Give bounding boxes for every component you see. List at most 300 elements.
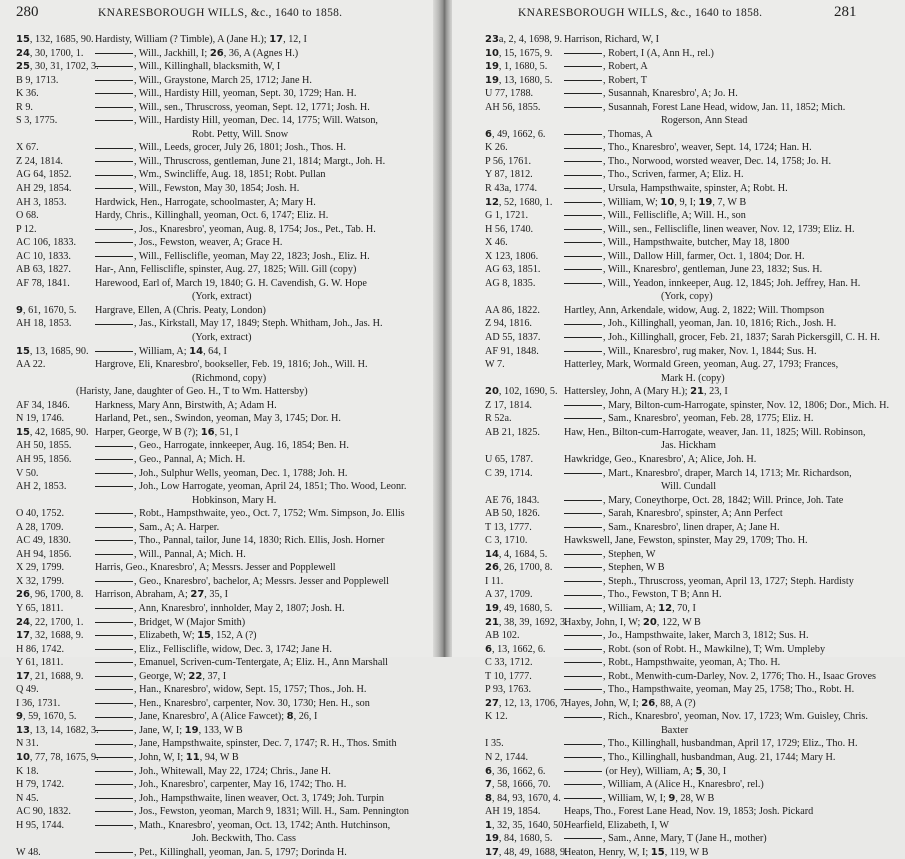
entry-reference: 17, 32, 1688, 9. <box>16 630 84 642</box>
ditto-dash <box>564 635 602 636</box>
entry-text: , Joh., Sulphur Wells, yeoman, Dec. 1, 1788; Joh. H. <box>95 467 347 481</box>
entry-text: Hardisty, William (? Timble), A (Jane H.); 17, 12, I <box>95 34 307 45</box>
entry-text: , George, W; 22, 37, I <box>95 670 226 684</box>
entry-reference: Z 24, 1814. <box>16 155 63 167</box>
entry-text: Hawkswell, Jane, Fewston, spinster, May 29, 1709; Tho. H. <box>564 535 808 547</box>
entry-continuation-text: (York, extract) <box>192 332 252 344</box>
entry-reference: C 3, 1710. <box>485 535 528 547</box>
entry-reference: 14, 4, 1684, 5. <box>485 548 548 560</box>
entry-reference: N 45. <box>16 792 39 804</box>
entry-reference: U 77, 1788. <box>485 88 534 100</box>
entry-row <box>16 87 416 101</box>
entry-continuation-text: Joh. Beckwith, Tho. Cass <box>192 833 296 845</box>
entry-text: , Jane, Knaresbro', A (Alice Fawcet); 8, 26, I <box>95 710 317 724</box>
page-number: 281 <box>834 4 857 20</box>
entry-text: Hardwick, Hen., Harrogate, schoolmaster, A; Mary H. <box>95 196 316 208</box>
entry-text: (Haristy, Jane, daughter of Geo. H., T to Wm. Hattersby) <box>76 386 308 398</box>
entry-row <box>16 182 416 196</box>
entry-text: , Robt. (son of Robt. H., Mawkilne), T; Wm. Umpleby <box>564 643 825 657</box>
entry-reference: 20, 102, 1690, 5. <box>485 386 558 398</box>
ditto-dash <box>564 649 602 650</box>
entry-row <box>485 250 885 264</box>
entry-text: , Jo., Hampsthwaite, laker, March 3, 1812; Sus. H. <box>564 629 809 643</box>
entry-row <box>485 602 885 616</box>
entry-text: Hardy, Chris., Killinghall, yeoman, Oct. 6, 1747; Eliz. H. <box>95 210 329 222</box>
entry-row <box>16 602 416 616</box>
ditto-dash <box>564 175 602 176</box>
ditto-dash <box>95 256 133 257</box>
entry-text: , Will., Fellisclifle, A; Will. H., son <box>564 209 746 223</box>
entry-reference: K 36. <box>16 88 39 100</box>
entry-text: Harrison, Abraham, A; 27, 35, I <box>95 589 229 601</box>
ditto-dash <box>564 80 602 81</box>
entry-reference: AH 18, 1853. <box>16 318 72 330</box>
entry-text: , William, A (Alice H., Knaresbro', rel.) <box>564 778 764 792</box>
ditto-dash <box>564 337 602 338</box>
entry-row <box>485 819 885 833</box>
entry-reference: S 3, 1775. <box>16 115 58 127</box>
ditto-dash <box>95 93 133 94</box>
entry-row <box>485 209 885 223</box>
entry-text: , Joh., Hampsthwaite, linen weaver, Oct. 3, 1749; Joh. Turpin <box>95 792 384 806</box>
entry-continuation-text: Mark H. (copy) <box>661 372 725 384</box>
entry-row <box>16 819 416 833</box>
ditto-dash <box>95 188 133 189</box>
entry-text: , William, W; 10, 9, I; 19, 7, W B <box>564 196 746 210</box>
entry-row <box>16 588 416 602</box>
entry-text: Hargrove, Eli, Knaresbro', bookseller, Feb. 19, 1816; Joh., Will. H. <box>95 359 368 371</box>
entry-reference: AH 29, 1854. <box>16 183 72 195</box>
entry-text: , Will., Yeadon, innkeeper, Aug. 12, 1845; Joh. Jeffrey, Han. H. <box>564 277 860 291</box>
entry-row <box>485 575 885 589</box>
ditto-dash <box>564 283 602 284</box>
entry-text: , Susannah, Forest Lane Head, widow, Jan. 11, 1852; Mich. <box>564 101 845 115</box>
ditto-dash <box>564 161 602 162</box>
entry-row <box>16 263 416 277</box>
entry-continuation <box>485 724 885 738</box>
entry-text: , Tho., Pannal, tailor, June 14, 1830; Rich. Ellis, Josh. Horner <box>95 534 384 548</box>
entry-text: Haw, Hen., Bilton-cum-Harrogate, weaver, Jan. 11, 1825; Will. Robinson, <box>564 426 866 438</box>
entry-row <box>16 453 416 467</box>
ditto-dash <box>95 486 133 487</box>
ditto-dash <box>95 689 133 690</box>
entry-row <box>485 548 885 562</box>
entry-row <box>485 128 885 142</box>
entry-row <box>485 534 885 548</box>
entry-reference: AE 76, 1843. <box>485 494 540 506</box>
entry-row <box>485 737 885 751</box>
ditto-dash <box>564 93 602 94</box>
entry-text: , Robt., Hampsthwaite, yeoman, A; Tho. H. <box>564 656 780 670</box>
entry-text: , Sarah, Knaresbro', spinster, A; Ann Perfect <box>564 507 783 521</box>
entry-row <box>16 534 416 548</box>
entry-text: Hartley, Ann, Arkendale, widow, Aug. 2, 1822; Will. Thompson <box>564 304 825 316</box>
entry-row <box>16 629 416 643</box>
entry-text: , William, A; 14, 64, I <box>95 345 227 359</box>
entry-reference: AG 63, 1851. <box>485 264 541 276</box>
ditto-dash <box>95 473 133 474</box>
entry-text: , William, A; 12, 70, I <box>564 602 696 616</box>
entry-reference: AG 64, 1852. <box>16 169 72 181</box>
page-number: 280 <box>16 4 39 20</box>
entry-reference: AH 94, 1856. <box>16 548 72 560</box>
entry-row <box>485 317 885 331</box>
entry-row <box>16 250 416 264</box>
ditto-dash <box>95 717 133 718</box>
entry-reference: AH 2, 1853. <box>16 481 67 493</box>
entry-row <box>485 710 885 724</box>
entry-row <box>485 778 885 792</box>
entry-text: , Hen., Knaresbro', carpenter, Nov. 30, 1730; Hen. H., son <box>95 697 370 711</box>
running-head: KNARESBOROUGH WILLS, &c., 1640 to 1858. <box>518 7 763 19</box>
entry-text: , Tho., Fewston, T B; Ann H. <box>564 588 722 602</box>
entry-row <box>16 223 416 237</box>
entry-text: , Will., Knaresbro', rug maker, Nov. 1, 1844; Sus. H. <box>564 345 817 359</box>
entry-row <box>485 453 885 467</box>
entry-text: , Will., Knaresbro', gentleman, June 23, 1832; Sus. H. <box>564 263 822 277</box>
ditto-dash <box>564 66 602 67</box>
entry-reference: 6, 36, 1662, 6. <box>485 765 546 777</box>
entry-text: , Will., sen., Thruscross, yeoman, Sept. 12, 1771; Josh. H. <box>95 101 370 115</box>
entry-row <box>485 331 885 345</box>
entry-continuation <box>485 439 885 453</box>
entry-text: , Will., Hardisty Hill, yeoman, Dec. 14, 1775; Will. Watson, <box>95 114 378 128</box>
ditto-dash <box>95 581 133 582</box>
entry-row <box>485 629 885 643</box>
entry-reference: 7, 58, 1666, 70. <box>485 779 551 791</box>
ditto-dash <box>95 771 133 772</box>
entry-reference: 19, 49, 1680, 5. <box>485 602 553 614</box>
entry-text: , Robert, A <box>564 60 648 74</box>
entry-row <box>485 643 885 657</box>
entry-continuation <box>16 494 416 508</box>
entry-row <box>16 345 416 359</box>
ditto-dash <box>95 825 133 826</box>
ditto-dash <box>564 771 602 772</box>
entry-continuation-text: (York, copy) <box>661 291 713 303</box>
entry-reference: AF 78, 1841. <box>16 277 70 289</box>
entry-reference: AA 22. <box>16 359 46 371</box>
entry-reference: X 123, 1806. <box>485 250 539 262</box>
entry-reference: C 33, 1712. <box>485 657 533 669</box>
entry-row <box>16 697 416 711</box>
entry-continuation <box>16 331 416 345</box>
entry-reference: AB 102. <box>485 630 520 642</box>
entry-reference: 9, 61, 1670, 5. <box>16 304 77 316</box>
entry-text: , Jos., Knaresbro', yeoman, Aug. 8, 1754; Jos., Pet., Tab. H. <box>95 223 376 237</box>
ditto-dash <box>95 744 133 745</box>
entry-row <box>485 358 885 372</box>
entry-reference: N 31. <box>16 738 39 750</box>
entry-reference: 1, 32, 35, 1640, 50. <box>485 819 566 831</box>
entry-text: , Pet., Killinghall, yeoman, Jan. 5, 1797; Dorinda H. <box>95 846 347 859</box>
ditto-dash <box>95 107 133 108</box>
entry-text: , Joh., Knaresbro', carpenter, May 16, 1742; Tho. H. <box>95 778 346 792</box>
ditto-dash <box>95 662 133 663</box>
entry-reference: R 52a. <box>485 413 512 425</box>
entry-continuation-text: (Richmond, copy) <box>192 372 267 384</box>
entry-row <box>485 87 885 101</box>
entry-reference: P 93, 1763. <box>485 684 532 696</box>
ditto-dash <box>564 757 602 758</box>
entry-reference: 6, 13, 1662, 6. <box>485 643 546 655</box>
ditto-dash <box>95 852 133 853</box>
ditto-dash <box>95 53 133 54</box>
entry-text: , Susannah, Knaresbro', A; Jo. H. <box>564 87 738 101</box>
entry-text: Haxby, John, I, W; 20, 122, W B <box>564 616 701 628</box>
entry-reference: H 79, 1742. <box>16 779 65 791</box>
entry-text: , Sam., Knaresbro', yeoman, Feb. 28, 1775; Eliz. H. <box>564 412 813 426</box>
entry-text: , Elizabeth, W; 15, 152, A (?) <box>95 629 257 643</box>
entry-continuation-text: Jas. Hickham <box>661 440 716 452</box>
entry-text: , Jos., Fewston, weaver, A; Grace H. <box>95 236 282 250</box>
entry-reference: 17, 48, 49, 1688, 9. <box>485 846 568 858</box>
entry-continuation-text: Will. Cundall <box>661 481 717 493</box>
entry-text: Har-, Ann, Fellisclifle, spinster, Aug. 27, 1825; Will. Gill (copy) <box>95 264 357 276</box>
entry-row <box>16 751 416 765</box>
entry-continuation-text: (York, extract) <box>192 291 252 303</box>
ditto-dash <box>564 500 602 501</box>
entry-reference: 9, 59, 1670, 5. <box>16 711 77 723</box>
entry-reference: 27, 12, 13, 1706, 7. <box>485 697 568 709</box>
entry-row <box>16 196 416 210</box>
entry-row <box>16 426 416 440</box>
entry-text: , Mary, Bilton-cum-Harrogate, spinster, Nov. 12, 1806; Dor., Mich. H. <box>564 399 889 413</box>
entry-row <box>485 588 885 602</box>
entry-row <box>485 507 885 521</box>
entry-reference: H 86, 1742. <box>16 643 65 655</box>
entry-text: , Jane, W, I; 19, 133, W B <box>95 724 243 738</box>
entry-row <box>16 616 416 630</box>
entry-text: , Will., Graystone, March 25, 1712; Jane H. <box>95 74 312 88</box>
ditto-dash <box>564 134 602 135</box>
entry-text: Harper, George, W B (?); 16, 51, I <box>95 426 239 438</box>
entry-reference: Y 65, 1811. <box>16 602 64 614</box>
entry-row <box>16 47 416 61</box>
entry-row <box>16 304 416 318</box>
entry-row <box>485 47 885 61</box>
ditto-dash <box>564 567 602 568</box>
entry-row <box>485 561 885 575</box>
entry-reference: B 9, 1713. <box>16 74 59 86</box>
entry-row <box>16 33 416 47</box>
entry-reference: X 32, 1799. <box>16 575 65 587</box>
entry-row <box>16 155 416 169</box>
entry-reference: 15, 132, 1685, 90. <box>16 34 94 45</box>
right-page <box>452 0 905 858</box>
ditto-dash <box>564 242 602 243</box>
entry-reference: X 46. <box>485 237 508 249</box>
ditto-dash <box>564 554 602 555</box>
entry-row <box>485 385 885 399</box>
entry-text: , Geo., Pannal, A; Mich. H. <box>95 453 245 467</box>
entry-reference: C 39, 1714. <box>485 467 533 479</box>
entry-text: , Will., Fellisclifle, yeoman, May 22, 1823; Josh., Eliz. H. <box>95 250 370 264</box>
entry-reference: AD 55, 1837. <box>485 332 541 344</box>
ditto-dash <box>95 446 133 447</box>
entry-row <box>485 141 885 155</box>
entry-row <box>16 60 416 74</box>
entry-reference: AB 63, 1827. <box>16 264 71 276</box>
entry-row <box>16 74 416 88</box>
ditto-dash <box>95 798 133 799</box>
entry-row <box>16 439 416 453</box>
entry-row <box>16 236 416 250</box>
entry-reference: A 28, 1709. <box>16 521 64 533</box>
entry-text: , Will., Fewston, May 30, 1854; Josh. H. <box>95 182 299 196</box>
entry-reference: 8, 84, 93, 1670, 4. <box>485 792 561 804</box>
entry-row <box>16 101 416 115</box>
ditto-dash <box>95 608 133 609</box>
ditto-dash <box>564 229 602 230</box>
entry-reference: AG 8, 1835. <box>485 277 536 289</box>
entry-text: , Tho., Norwood, worsted weaver, Dec. 14, 1758; Jo. H. <box>564 155 831 169</box>
entry-row <box>16 792 416 806</box>
entry-row <box>16 670 416 684</box>
entry-text: Hargrave, Ellen, A (Chris. Peaty, London) <box>95 304 266 316</box>
entry-reference: 12, 52, 1680, 1. <box>485 196 553 208</box>
ditto-dash <box>564 53 602 54</box>
entry-continuation-text: Rogerson, Ann Stead <box>661 115 748 127</box>
ditto-dash <box>95 324 133 325</box>
entry-row <box>485 751 885 765</box>
ditto-dash <box>564 256 602 257</box>
entry-reference: T 10, 1777. <box>485 670 532 682</box>
entry-text: , Robert, I (A, Ann H., rel.) <box>564 47 714 61</box>
ditto-dash <box>564 513 602 514</box>
ditto-dash <box>564 676 602 677</box>
entry-text: , Joh., Killinghall, grocer, Feb. 21, 1837; Sarah Pickersgill, C. H. H. <box>564 331 880 345</box>
entry-continuation <box>485 372 885 386</box>
entry-reference: H 56, 1740. <box>485 223 534 235</box>
entry-row <box>16 643 416 657</box>
entry-row <box>16 358 416 372</box>
ditto-dash <box>564 215 602 216</box>
entry-text: , William, W, I; 9, 28, W B <box>564 792 714 806</box>
ditto-dash <box>95 554 133 555</box>
ditto-dash <box>95 649 133 650</box>
entry-row <box>16 141 416 155</box>
entry-reference: Y 61, 1811. <box>16 657 64 669</box>
ditto-dash <box>95 120 133 121</box>
entry-text: , Jane, Hampsthwaite, spinster, Dec. 7, 1747; R. H., Thos. Smith <box>95 737 397 751</box>
entry-reference: V 50. <box>16 467 39 479</box>
entry-reference: 25, 30, 31, 1702, 3. <box>16 61 99 73</box>
entry-continuation-text: Baxter <box>661 724 689 736</box>
entry-text: , Geo., Harrogate, innkeeper, Aug. 16, 1854; Ben. H. <box>95 439 349 453</box>
entry-text: , Will., Pannal, A; Mich. H. <box>95 548 246 562</box>
entry-reference: AA 86, 1822. <box>485 304 540 316</box>
entry-reference: AH 50, 1855. <box>16 440 72 452</box>
entry-row <box>485 656 885 670</box>
entry-text: Hattersley, John, A (Mary H.); 21, 23, I <box>564 386 728 398</box>
entry-text: , Ann, Knaresbro', innholder, May 2, 1807; Josh. H. <box>95 602 345 616</box>
entry-text: , Stephen, W <box>564 548 655 562</box>
entry-text: Heaton, Henry, W, I; 15, 119, W B <box>564 846 709 858</box>
running-head: KNARESBOROUGH WILLS, &c., 1640 to 1858. <box>98 7 343 19</box>
entry-row <box>485 805 885 819</box>
entry-reference: 19, 84, 1680, 5. <box>485 833 553 845</box>
ditto-dash <box>95 351 133 352</box>
entry-row <box>16 385 416 399</box>
entry-text: , Han., Knaresbro', widow, Sept. 15, 1757; Thos., Joh. H. <box>95 683 366 697</box>
entry-row <box>485 792 885 806</box>
entry-reference: Z 94, 1816. <box>485 318 532 330</box>
entry-text: , Mart., Knaresbro', draper, March 14, 1713; Mr. Richardson, <box>564 467 852 481</box>
entry-row <box>485 683 885 697</box>
entry-text: , Tho., Killinghall, husbandman, Aug. 21, 1744; Mary H. <box>564 751 835 765</box>
entry-reference: 19, 1, 1680, 5. <box>485 61 548 73</box>
ditto-dash <box>95 80 133 81</box>
entry-text: , Will., Hardisty Hill, yeoman, Sept. 30, 1729; Han. H. <box>95 87 356 101</box>
ditto-dash <box>564 608 602 609</box>
ditto-dash <box>564 418 602 419</box>
entry-row <box>16 778 416 792</box>
entry-list <box>485 33 890 859</box>
entry-reference: N 2, 1744. <box>485 751 529 763</box>
entry-reference: Y 87, 1812. <box>485 169 533 181</box>
entry-reference: K 18. <box>16 765 39 777</box>
entry-row <box>16 399 416 413</box>
entry-text: Harris, Geo., Knaresbro', A; Messrs. Jesser and Popplewell <box>95 562 336 574</box>
entry-row <box>485 399 890 413</box>
ditto-dash <box>564 595 602 596</box>
ditto-dash <box>564 188 602 189</box>
entry-row <box>485 494 885 508</box>
entry-row <box>16 548 416 562</box>
entry-reference: G 1, 1721. <box>485 210 529 222</box>
entry-text: , Robt., Hampsthwaite, yeo., Oct. 7, 1752; Wm. Simpson, Jo. Ellis <box>95 507 405 521</box>
entry-row <box>485 345 885 359</box>
entry-text: , Robt., Menwith-cum-Darley, Nov. 2, 1776; Tho. H., Isaac Groves <box>564 670 876 684</box>
entry-reference: P 56, 1761. <box>485 155 532 167</box>
entry-list <box>16 33 416 859</box>
entry-text: , Tho., Knaresbro', weaver, Sept. 14, 1724; Han. H. <box>564 141 812 155</box>
entry-row <box>485 223 885 237</box>
entry-row <box>485 263 885 277</box>
entry-row <box>16 317 416 331</box>
entry-reference: P 12. <box>16 223 37 235</box>
entry-continuation <box>16 290 416 304</box>
entry-reference: X 29, 1799. <box>16 562 65 574</box>
entry-continuation-text: Hobkinson, Mary H. <box>192 494 277 506</box>
entry-reference: AB 50, 1826. <box>485 508 540 520</box>
entry-row <box>16 277 416 291</box>
ditto-dash <box>95 540 133 541</box>
entry-text: Harewood, Earl of, March 19, 1840; G. H. Cavendish, G. W. Hope <box>95 277 367 289</box>
ditto-dash <box>564 689 602 690</box>
entry-row <box>16 737 416 751</box>
entry-reference: R 43a, 1774. <box>485 183 538 195</box>
entry-continuation <box>485 480 885 494</box>
entry-text: , Sam., Anne, Mary, T (Jane H., mother) <box>564 832 767 846</box>
entry-text: , Will., Jackhill, I; 26, 36, A (Agnes H.) <box>95 47 298 61</box>
entry-reference: I 35. <box>485 738 504 750</box>
entry-reference: 17, 21, 1688, 9. <box>16 670 84 682</box>
entry-text: , Joh., Killinghall, yeoman, Jan. 10, 1816; Rich., Josh. H. <box>564 317 836 331</box>
entry-text: Hayes, John, W, I; 26, 88, A (?) <box>564 697 696 709</box>
entry-reference: R 9. <box>16 101 33 113</box>
entry-reference: AF 34, 1846. <box>16 399 70 411</box>
entry-reference: X 67. <box>16 142 39 154</box>
entry-row <box>485 182 885 196</box>
entry-text: , Geo., Knaresbro', bachelor, A; Messrs. Jesser and Popplewell <box>95 575 389 589</box>
entry-reference: AC 10, 1833. <box>16 250 71 262</box>
entry-row <box>16 575 416 589</box>
entry-reference: Z 17, 1814. <box>485 399 532 411</box>
entry-text: , Jos., Fewston, yeoman, March 9, 1831; Will. H., Sam. Pennington <box>95 805 409 819</box>
entry-row <box>16 168 416 182</box>
